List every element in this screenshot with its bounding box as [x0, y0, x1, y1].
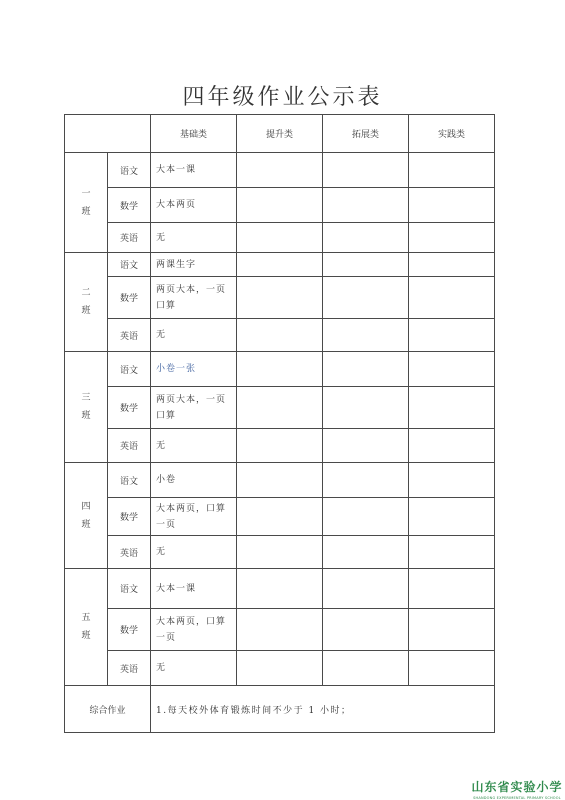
empty-cell [237, 609, 323, 651]
basic-cell: 小卷一张 [151, 352, 237, 387]
subject-cell: 数学 [108, 387, 151, 429]
basic-cell: 两课生字 [151, 253, 237, 277]
school-name-en: SHANDONG EXPERIMENTAL PRIMARY SCHOOL [473, 796, 561, 800]
class-label-5: 五 班 [65, 569, 108, 686]
empty-cell [409, 253, 495, 277]
empty-cell [323, 319, 409, 352]
table-row [65, 319, 495, 352]
subject-cell: 英语 [108, 536, 151, 569]
empty-cell [409, 188, 495, 223]
empty-cell [323, 536, 409, 569]
table-row [65, 609, 495, 651]
basic-cell: 无 [151, 223, 237, 253]
subject-cell: 语文 [108, 569, 151, 609]
subject-cell: 英语 [108, 223, 151, 253]
class-label-1: 一 班 [65, 153, 108, 253]
header-practice: 实践类 [409, 115, 495, 153]
empty-cell [323, 429, 409, 463]
empty-cell [409, 352, 495, 387]
empty-cell [323, 387, 409, 429]
empty-cell [237, 498, 323, 536]
empty-cell [323, 223, 409, 253]
empty-cell [323, 188, 409, 223]
empty-cell [237, 463, 323, 498]
empty-cell [237, 277, 323, 319]
empty-cell [409, 536, 495, 569]
empty-cell [409, 319, 495, 352]
school-name-zh: 山东省实验小学 [471, 780, 563, 794]
empty-cell [409, 429, 495, 463]
empty-cell [409, 569, 495, 609]
basic-cell: 大本一课 [151, 153, 237, 188]
basic-cell: 无 [151, 319, 237, 352]
empty-cell [323, 277, 409, 319]
empty-cell [237, 536, 323, 569]
table-row [65, 387, 495, 429]
class-label-2: 二 班 [65, 253, 108, 352]
table-row [65, 188, 495, 223]
subject-cell: 英语 [108, 429, 151, 463]
header-improve: 提升类 [237, 115, 323, 153]
subject-cell: 数学 [108, 277, 151, 319]
table-row [65, 352, 495, 387]
empty-cell [409, 498, 495, 536]
empty-cell [409, 277, 495, 319]
summary-text: 1.每天校外体育锻炼时间不少于 1 小时； [151, 686, 495, 733]
basic-cell: 两页大本，一页口算 [151, 277, 237, 319]
basic-cell: 大本两页，口算一页 [151, 609, 237, 651]
table-row [65, 536, 495, 569]
empty-cell [237, 223, 323, 253]
empty-cell [323, 153, 409, 188]
basic-cell: 大本一课 [151, 569, 237, 609]
empty-cell [237, 253, 323, 277]
subject-cell: 数学 [108, 609, 151, 651]
subject-cell: 语文 [108, 153, 151, 188]
empty-cell [237, 352, 323, 387]
class-label-4: 四 班 [65, 463, 108, 569]
empty-cell [237, 429, 323, 463]
empty-cell [237, 153, 323, 188]
corner-cell [65, 115, 151, 153]
basic-cell: 无 [151, 651, 237, 686]
table-row [65, 153, 495, 188]
summary-row [65, 686, 495, 733]
basic-cell: 小卷 [151, 463, 237, 498]
empty-cell [237, 651, 323, 686]
empty-cell [323, 651, 409, 686]
table-row [65, 253, 495, 277]
header-extend: 拓展类 [323, 115, 409, 153]
basic-cell: 两页大本，一页口算 [151, 387, 237, 429]
empty-cell [323, 498, 409, 536]
empty-cell [237, 387, 323, 429]
empty-cell [409, 609, 495, 651]
table-row [65, 463, 495, 498]
school-logo [470, 778, 564, 800]
class-label-3: 三 班 [65, 352, 108, 463]
empty-cell [409, 651, 495, 686]
header-basic: 基础类 [151, 115, 237, 153]
page-title: 四年级作业公示表 [182, 85, 383, 110]
homework-table [64, 114, 495, 733]
subject-cell: 英语 [108, 319, 151, 352]
summary-label: 综合作业 [65, 686, 151, 733]
basic-cell: 大本两页，口算一页 [151, 498, 237, 536]
empty-cell [237, 319, 323, 352]
table-row [65, 223, 495, 253]
basic-cell: 大本两页 [151, 188, 237, 223]
empty-cell [237, 188, 323, 223]
table-row [65, 429, 495, 463]
empty-cell [323, 463, 409, 498]
table-row [65, 569, 495, 609]
subject-cell: 数学 [108, 188, 151, 223]
empty-cell [409, 153, 495, 188]
basic-cell: 无 [151, 429, 237, 463]
empty-cell [409, 223, 495, 253]
table-row [65, 277, 495, 319]
table-row [65, 498, 495, 536]
subject-cell: 语文 [108, 352, 151, 387]
empty-cell [323, 253, 409, 277]
empty-cell [409, 387, 495, 429]
subject-cell: 数学 [108, 498, 151, 536]
header-row [65, 115, 495, 153]
empty-cell [323, 609, 409, 651]
empty-cell [237, 569, 323, 609]
empty-cell [323, 569, 409, 609]
empty-cell [409, 463, 495, 498]
subject-cell: 语文 [108, 463, 151, 498]
table-row [65, 651, 495, 686]
basic-cell: 无 [151, 536, 237, 569]
subject-cell: 语文 [108, 253, 151, 277]
empty-cell [323, 352, 409, 387]
subject-cell: 英语 [108, 651, 151, 686]
